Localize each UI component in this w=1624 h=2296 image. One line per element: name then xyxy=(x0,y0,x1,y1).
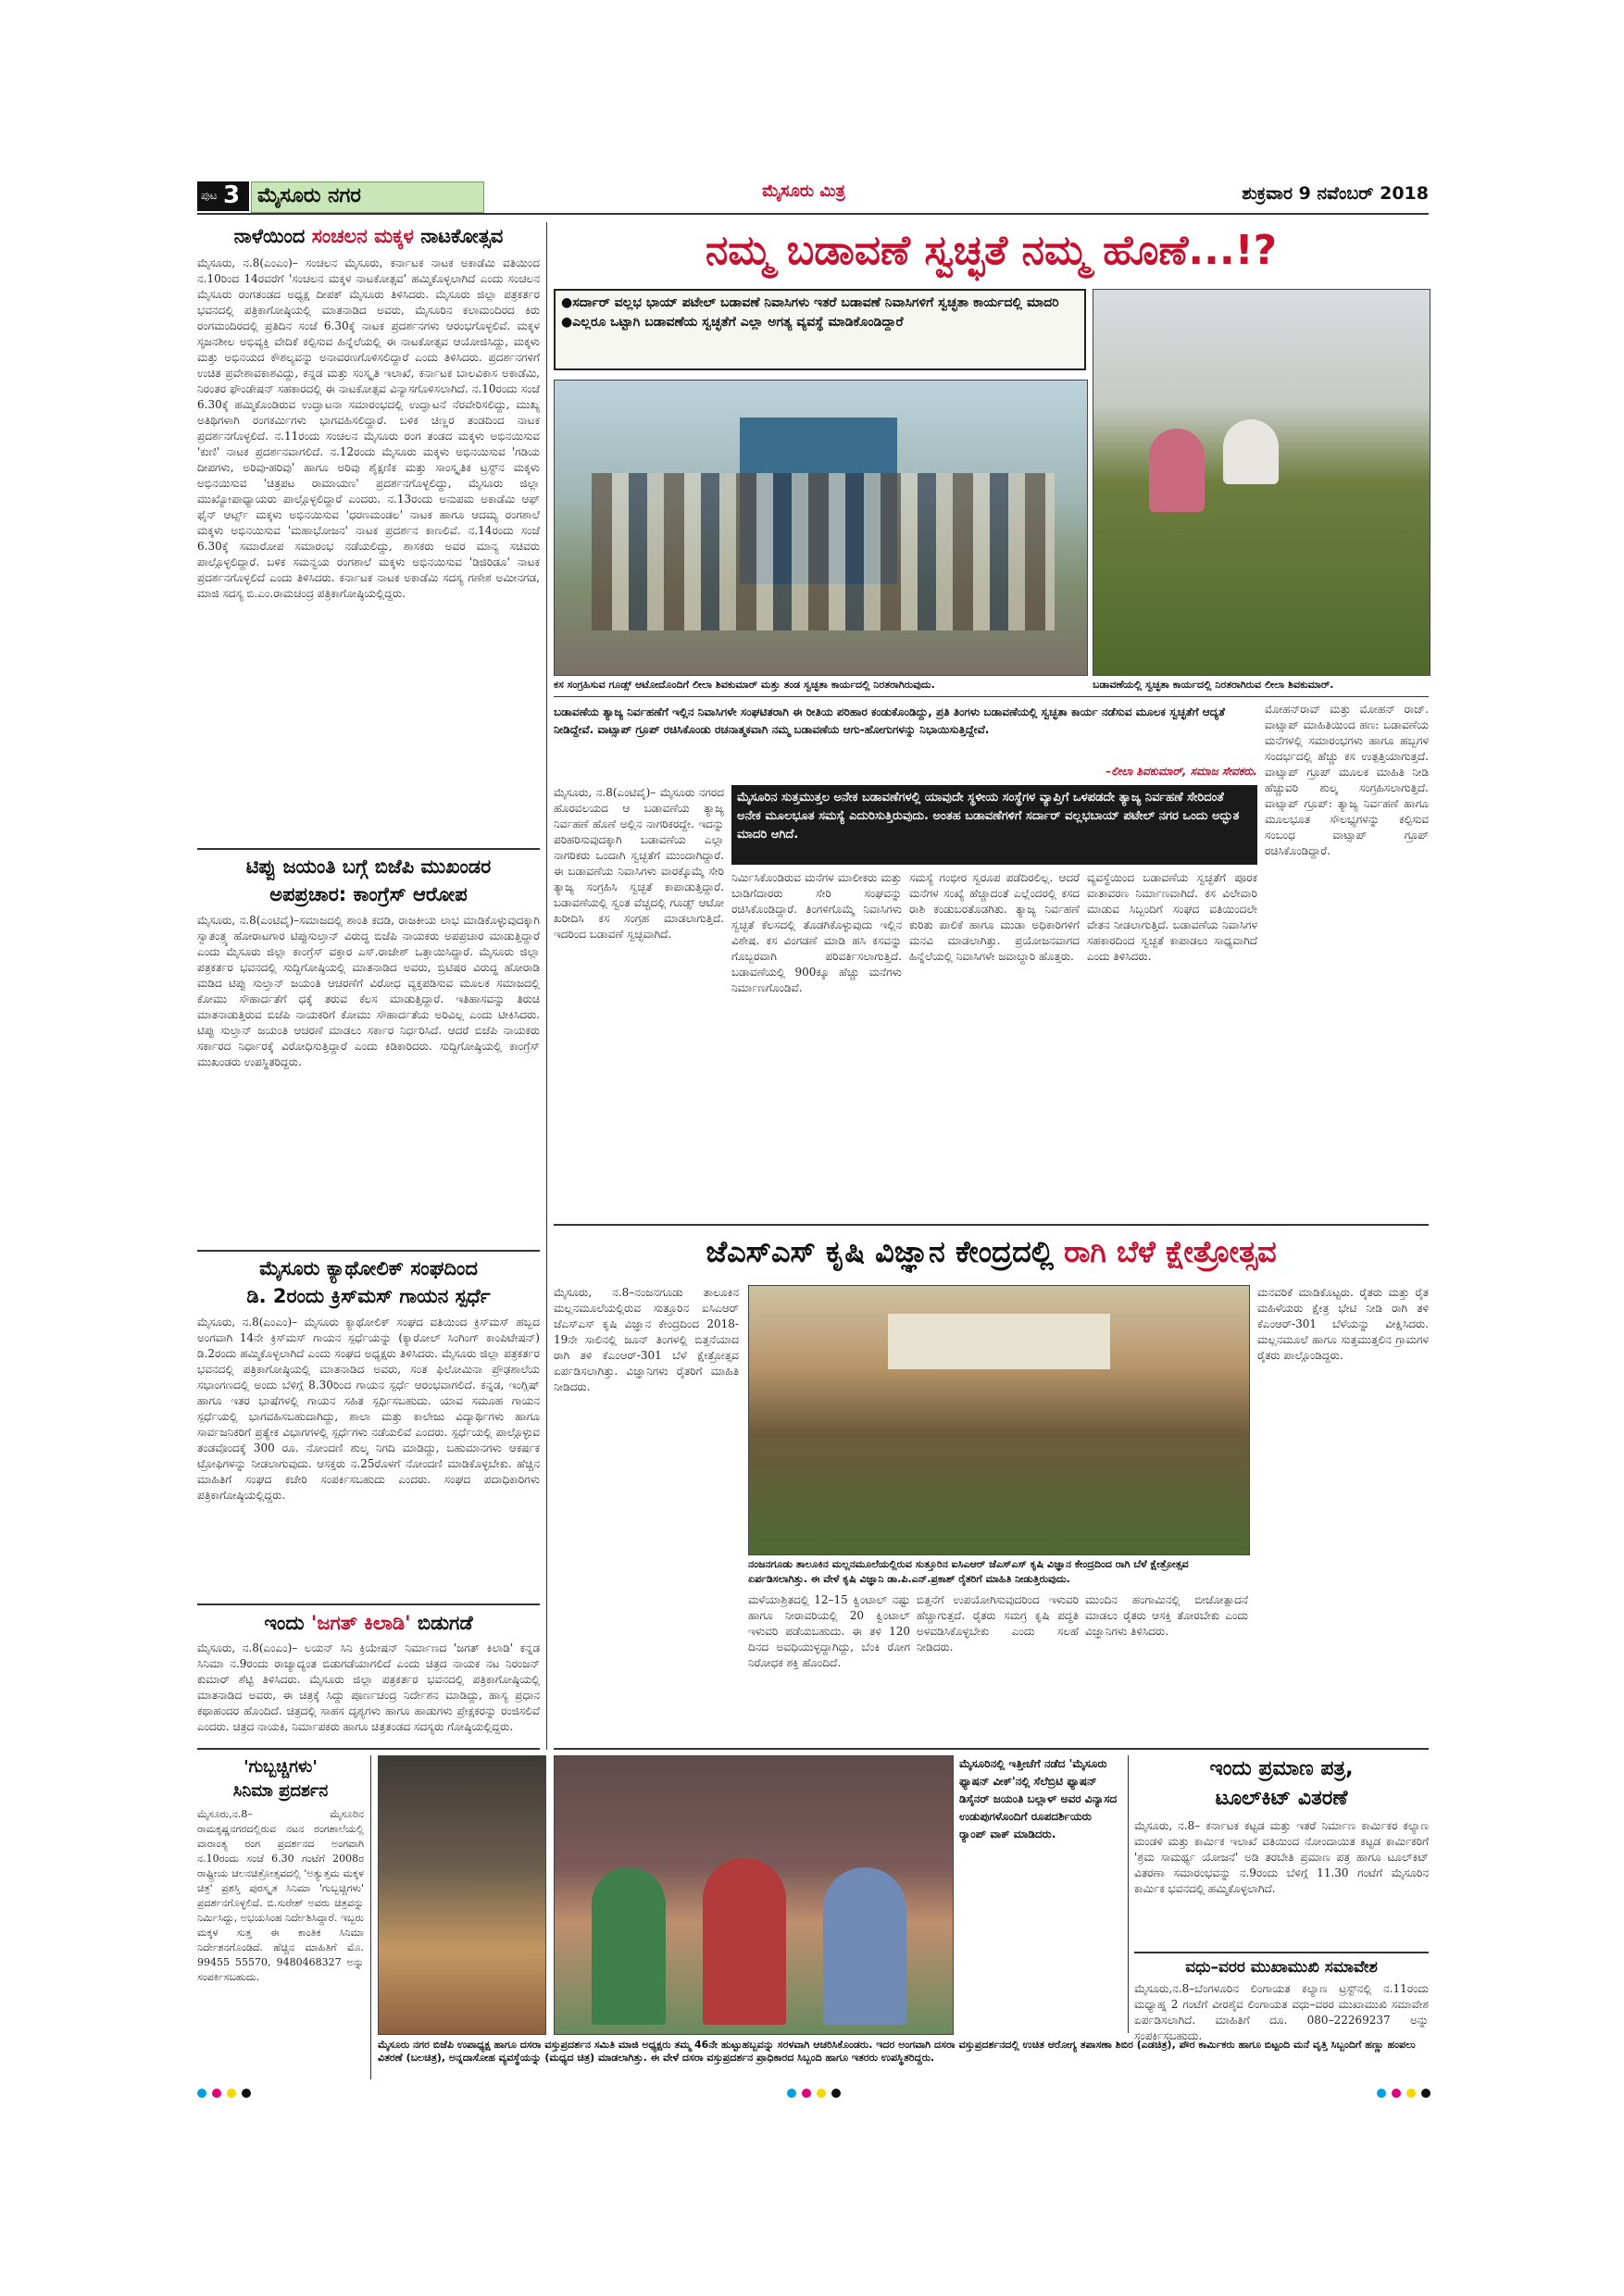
ragi-headline: ಜೆಎಸ್‌ಎಸ್ ಕೃಷಿ ವಿಜ್ಞಾನ ಕೇಂದ್ರದಲ್ಲಿ ರಾಗಿ ಬೆಳೆ ಕ್ಷೇತ್ರೋತ್ಸವ xyxy=(706,1234,1277,1269)
christmas-headline: ಮೈಸೂರು ಕ್ಯಾಥೋಲಿಕ್ ಸಂಘದಿಂದ xyxy=(259,1257,478,1279)
gubbachi-body: ಮೈಸೂರು,ನ.8– ಮೈಸೂರಿನ ರಾಮಕೃಷ್ಣನಗರದಲ್ಲಿರುವ ನಟನ ರಂಗಶಾಲೆಯಲ್ಲಿ ವಾರಾಂತ್ಯ ರಂಗ ಪ್ರದರ್ಶನದ ಅಂಗವಾಗಿ ನ.10ರಂದು ಸಂಜೆ 6.30 ಗಂಟೆಗೆ 2008ರ ರಾಷ್ಟ್ರೀಯ ಚಲನಚಿತ್ರೋತ್ಸವದಲ್ಲಿ 'ಅತ್ಯುತ್ತಮ ಮಕ್ಕಳ ಚಿತ್ರ' ಪ್ರಶಸ್ತಿ ಪುರಸ್ಕೃತ ಸಿನಿಮಾ 'ಗುಬ್ಬಚ್ಚಿಗಳು' ಪ್ರದರ್ಶನಗೊಳ್ಳಲಿದೆ. ಬಿ.ಸುರೇಶ್ ಅವರು ಚಿತ್ರವನ್ನು ನಿರ್ಮಿಸಿದ್ದು, ಅಭಯಸಿಂಹ ನಿರ್ದೇಶಿಸಿದ್ದಾರೆ. ಇಬ್ಬರು ಮಕ್ಕಳ ಸುತ್ತ ಈ ಕಾಂತಿಕ ಸಿನಿಮಾ ನಿರ್ದೇಶನಗೊಂಡಿದೆ. ಹೆಚ್ಚಿನ ಮಾಹಿತಿಗೆ ಮೊ. 99455 55570, 9480468327 ಅನ್ನು ಸಂಪರ್ಕಿಸಬಹುದು. xyxy=(197,1808,364,1983)
registration-dot-black xyxy=(1421,2089,1430,2098)
registration-dot-yellow xyxy=(1406,2089,1416,2098)
registration-dot-cyan xyxy=(787,2089,796,2098)
left-column xyxy=(197,222,540,1750)
ragi-field-photo xyxy=(748,1285,1250,1555)
cleanliness-caption-left: ಕಸ ಸಂಗ್ರಹಿಸುವ ಗೂಡ್ಸ್ ಆಟೋದೊಂದಿಗೆ ಲೀಲಾ ಶಿವಕುಮಾರ್ ಮತ್ತು ತಂಡ ಸ್ವಚ್ಛತಾ ಕಾರ್ಯದಲ್ಲಿ ನಿರತರಾಗಿರುವುದು. xyxy=(554,679,935,691)
issue-date: ಶುಕ್ರವಾರ 9 ನವೆಂಬರ್ 2018 xyxy=(1242,183,1429,204)
section-title-text: ಮೈಸೂರು ನಗರ xyxy=(257,184,361,207)
page-header xyxy=(197,181,1429,213)
cleanliness-col2: ನಿರ್ಮಿಸಿಕೊಂಡಿರುವ ಮನೆಗಳ ಮಾಲೀಕರು ಮತ್ತು ಬಾಡಿಗೆದಾರರು ಸೇರಿ ಸಂಘವನ್ನು ರಚಿಸಿಕೊಂಡಿದ್ದಾರೆ. ತಿಂಗಳಿಗೊಮ್ಮೆ ನಿವಾಸಿಗಳು ಸ್ವಚ್ಛತೆ ಕೆಲಸದಲ್ಲಿ ತೊಡಗಿಕೊಳ್ಳುವುದು ಇಲ್ಲಿನ ವಿಶೇಷ. ಕಸ ವಿಂಗಡಣೆ ಮಾಡಿ ಹಸಿ ಕಸವನ್ನು ಗೊಬ್ಬರವಾಗಿ ಪರಿವರ್ತಿಸಲಾಗುತ್ತಿದೆ. ಬಡಾವಣೆಯಲ್ಲಿ 900ಕ್ಕೂ ಹೆಚ್ಚು ಮನೆಗಳು ನಿರ್ಮಾಣಗೊಂಡಿವೆ. xyxy=(731,871,902,994)
fashion-caption: ಮೈಸೂರಿನಲ್ಲಿ ಇತ್ತೀಚೆಗೆ ನಡೆದ 'ಮೈಸೂರು ಫ್ಯಾಷನ್ ವೀಕ್'ನಲ್ಲಿ ಸೆಲೆಬ್ರಿಟಿ ಫ್ಯಾಷನ್ ಡಿಸೈನರ್ ಜಯಂತಿ ಬಲ್ಲಾಳ್ ಅವರ ವಿನ್ಯಾಸದ ಉಡುಪುಗಳೊಂದಿಗೆ ರೂಪದರ್ಶಿಯರು ರ‍್ಯಾಂಪ್ ವಾಕ್ ಮಾಡಿದರು. xyxy=(959,1757,1118,1841)
page-number-box xyxy=(197,181,249,211)
cleanliness-headline: ನಮ್ಮ ಬಡಾವಣೆ ಸ್ವಚ್ಛತೆ ನಮ್ಮ ಹೊಣೆ...!? xyxy=(705,227,1278,274)
masthead: ಮೈಸೂರು ಮಿತ್ರ xyxy=(762,181,845,201)
cleanliness-highlight: ●ಸರ್ದಾರ್ ವಲ್ಲಭ ಭಾಯ್ ಪಟೇಲ್ ಬಡಾವಣೆ ನಿವಾಸಿಗಳು ಇತರೆ ಬಡಾವಣೆ ನಿವಾಸಿಗಳಿಗೆ ಸ್ವಚ್ಛತಾ ಕಾರ್ಯದಲ್ಲಿ ಮಾದರಿ ●ಎಲ್ಲರೂ ಒಟ್ಟಾಗಿ ಬಡಾವಣೆಯ ಸ್ವಚ್ಛತೆಗೆ ಎಲ್ಲಾ ಅಗತ್ಯ ವ್ಯವಸ್ಥೆ ಮಾಡಿಕೊಂಡಿದ್ದಾರೆ xyxy=(554,289,1086,370)
vadhu-headline: ವಧು–ವರರ ಮುಖಾಮುಖಿ ಸಮಾವೇಶ xyxy=(1185,1958,1378,1977)
cleanliness-col1: ಮೈಸೂರು, ನ.8(ಎಂಟಿವೈ)– ಮೈಸೂರು ನಗರದ ಹೊರವಲಯದ ಆ ಬಡಾವಣೆಯ ತ್ಯಾಜ್ಯ ನಿರ್ವಹಣೆ ಹೊಣೆ ಅಲ್ಲಿನ ನಾಗರಿಕರದ್ದೇ. ಇದನ್ನು ಪರಿಹರಿಸುವುದಕ್ಕಾಗಿ ಬಡಾವಣೆಯ ಎಲ್ಲಾ ನಾಗರಿಕರು ಒಂದಾಗಿ ಸ್ವಚ್ಛತೆಗೆ ಮುಂದಾಗಿದ್ದಾರೆ. ಈ ಬಡಾವಣೆಯ ನಿವಾಸಿಗಳು ವಾರಕ್ಕೊಮ್ಮೆ ಸೇರಿ ತ್ಯಾಜ್ಯ ಸಂಗ್ರಹಿಸಿ ಸ್ವಚ್ಛತೆ ಕಾಪಾಡುತ್ತಿದ್ದಾರೆ. ಬಡಾವಣೆಯಲ್ಲಿ ಸ್ವಂತ ವೆಚ್ಚದಲ್ಲಿ ಗೂಡ್ಸ್ ಆಟೋ ಖರೀದಿಸಿ ಕಸ ಸಂಗ್ರಹ ಮಾಡಲಾಗುತ್ತಿದೆ. ಇದರಿಂದ ಬಡಾವಣೆ ಸ್ವಚ್ಛವಾಗಿದೆ. xyxy=(554,786,724,941)
cleanliness-lead: ಮೈಸೂರಿನ ಸುತ್ತಮುತ್ತಲ ಅನೇಕ ಬಡಾವಣೆಗಳಲ್ಲಿ ಯಾವುದೇ ಸ್ಥಳೀಯ ಸಂಸ್ಥೆಗಳ ವ್ಯಾಪ್ತಿಗೆ ಒಳಪಡದೇ ತ್ಯಾಜ್ಯ ನಿರ್ವಹಣೆ ಸೇರಿದಂತೆ ಅನೇಕ ಮೂಲಭೂತ ಸಮಸ್ಯೆ ಎದುರಿಸುತ್ತಿರುವುದು. ಅಂತಹ ಬಡಾವಣೆಗಳಿಗೆ ಸರ್ದಾರ್ ವಲ್ಲಭಬಾಯ್ ಪಟೇಲ್ ನಗರ ಒಂದು ಅದ್ಭುತ ಮಾದರಿ ಆಗಿದೆ. xyxy=(731,785,1257,865)
registration-dot-cyan xyxy=(197,2089,206,2098)
registration-dot-black xyxy=(831,2089,841,2098)
tipu-headline: ಟಿಪ್ಪು ಜಯಂತಿ ಬಗ್ಗೆ ಬಿಜೆಪಿ ಮುಖಂಡರ xyxy=(245,855,492,878)
bottom-photo-left xyxy=(378,1755,546,2035)
bottom-caption: ಮೈಸೂರು ನಗರ ಬಿಜೆಪಿ ಉಪಾಧ್ಯಕ್ಷ ಹಾಗೂ ದಸರಾ ವಸ್ತುಪ್ರದರ್ಶನ ಸಮಿತಿ ಮಾಜಿ ಅಧ್ಯಕ್ಷರು ತಮ್ಮ 46ನೇ ಹುಟ್ಟುಹಬ್ಬವನ್ನು ಸರಳವಾಗಿ ಆಚರಿಸಿಕೊಂಡರು. ಇದರ ಅಂಗವಾಗಿ ದಸರಾ ವಸ್ತುಪ್ರದರ್ಶನದಲ್ಲಿ ಉಚಿತ ಆರೋಗ್ಯ ತಪಾಸಣಾ ಶಿಬಿರ (ಎಡಚಿತ್ರ), ಪೌರ ಕಾರ್ಮಿಕರು ಹಾಗೂ ಬಿಟ್ಟಂದಿ ಮನೆ ವೃತ್ತಿ ಸಿಬ್ಬಂದಿಗೆ ಹಣ್ಣು ಹಂಪಲು ವಿತರಣೆ (ಬಲಚಿತ್ರ), ಅನ್ನದಾಸೋಹ ವ್ಯವಸ್ಥೆಯನ್ನು (ಮಧ್ಯದ ಚಿತ್ರ) ಮಾಡಲಾಗಿತ್ತು. ಈ ವೇಳೆ ದಸರಾ ವಸ್ತುಪ್ರದರ್ಶನ ಪ್ರಾಧಿಕಾರದ ಸಿಬ್ಬಂದಿ ಹಾಗೂ ಇತರರು ಉಪಸ್ಥಿತರಿದ್ದರು. xyxy=(378,2039,1416,2064)
vadhu-body: ಮೈಸೂರು,ನ.8–ಬೆಂಗಳೂರಿನ ಲಿಂಗಾಯತ ಕಲ್ಯಾಣ ಟ್ರಸ್ಟ್‌ನಲ್ಲಿ ನ.11ರಂದು ಮಧ್ಯಾಹ್ನ 2 ಗಂಟೆಗೆ ವೀರಶೈವ ಲಿಂಗಾಯತ ವಧು–ವರರ ಮುಖಾಮುಖಿ ಸಮಾವೇಶ ಏರ್ಪಡಿಸಲಾಗಿದೆ. ಮಾಹಿತಿಗೆ ದೂ. 080–22269237 ಅನ್ನು ಸಂಪರ್ಕಿಸಬಹುದು. xyxy=(1134,1982,1429,2042)
cleanliness-col5: ಮೋಹನ್‌ರಾವ್ ಮತ್ತು ಮೋಹನ್ ರಾಜ್. ವಾಟ್ಸಾಪ್ ಮಾಹಿತಿಯಿಂದ ಹಣ: ಬಡಾವಣೆಯ ಮನೆಗಳಲ್ಲಿ ಸಮಾರಂಭಗಳು ಹಾಗೂ ಹಬ್ಬಗಳ ಸಂದರ್ಭದಲ್ಲಿ ಹೆಚ್ಚು ಕಸ ಉತ್ಪತ್ತಿಯಾಗುತ್ತದೆ. ವಾಟ್ಸಾಪ್ ಗ್ರೂಪ್ ಮೂಲಕ ಮಾಹಿತಿ ನೀಡಿ ಹೆಚ್ಚುವರಿ ಶುಲ್ಕ ಸಂಗ್ರಹಿಸಲಾಗುತ್ತಿದೆ. ವಾಟ್ಸಾಪ್ ಗ್ರೂಪ್: ತ್ಯಾಜ್ಯ ನಿರ್ವಹಣೆ ಹಾಗೂ ಮೂಲಭೂತ ಸೌಲಭ್ಯಗಳನ್ನು ಕಲ್ಪಿಸುವ ಸಂಬಂಧ ವಾಟ್ಸಾಪ್ ಗ್ರೂಪ್ ರಚಿಸಿಕೊಂಡಿದ್ದಾರೆ. xyxy=(1265,703,1429,857)
ragi-col5: ಮನವರಿಕೆ ಮಾಡಿಕೊಟ್ಟರು. ರೈತರು ಮತ್ತು ರೈತ ಮಹಿಳೆಯರು ಕ್ಷೇತ್ರ ಭೇಟಿ ನೀಡಿ ರಾಗಿ ತಳಿ ಕೆಎಂಆರ್-301 ಬೆಳೆಯನ್ನು ವೀಕ್ಷಿಸಿದರು. ಮಲ್ಲನಮೂಲೆ ಹಾಗೂ ಸುತ್ತಮುತ್ತಲಿನ ಗ್ರಾಮಗಳ ರೈತರು ಪಾಲ್ಗೊಂಡಿದ್ದರು. xyxy=(1257,1286,1429,1362)
certificate-subhead: ಟೂಲ್‌ಕಿಟ್ ವಿತರಣೆ xyxy=(1215,1787,1348,1810)
cleanliness-quote-by: –ಲೀಲಾ ಶಿವಕುಮಾರ್, ಸಮಾಜ ಸೇವಕರು. xyxy=(1106,765,1257,778)
ragi-col1: ಮೈಸೂರು, ನ.8–ನಂಜನಗೂಡು ತಾಲೂಕಿನ ಮಲ್ಲನಮೂಲೆಯಲ್ಲಿರುವ ಸುತ್ತೂರಿನ ಐಸಿಎಆರ್ ಜೆಎಸ್‌ಎಸ್ ಕೃಷಿ ವಿಜ್ಞಾನ ಕೇಂದ್ರದಿಂದ 2018-19ನೇ ಸಾಲಿನಲ್ಲಿ ಜೂನ್ ತಿಂಗಳಲ್ಲಿ ಬಿತ್ತನೆಯಾದ ರಾಗಿ ತಳಿ ಕೆಎಂಆರ್-301 ಬೆಳೆ ಕ್ಷೇತ್ರೋತ್ಸವ ಏರ್ಪಡಿಸಲಾಗಿತ್ತು. ವಿಜ್ಞಾನಿಗಳು ರೈತರಿಗೆ ಮಾಹಿತಿ ನೀಡಿದರು. xyxy=(554,1286,739,1393)
registration-dot-black xyxy=(242,2089,251,2098)
gubbachi-subhead: ಸಿನಿಮಾ ಪ್ರದರ್ಶನ xyxy=(232,1781,329,1801)
jagath-body: ಮೈಸೂರು, ನ.8(ಎಂಎಂ)– ಲಯನ್ ಸಿನಿ ಕ್ರಿಯೇಷನ್ ನಿರ್ಮಾಣದ 'ಜಗತ್ ಕಿಲಾಡಿ' ಕನ್ನಡ ಸಿನಿಮಾ ನ.9ರಂದು ರಾಜ್ಯಾದ್ಯಂತ ಬಿಡುಗಡೆಯಾಗಲಿದೆ ಎಂದು ಚಿತ್ರದ ನಾಯಕ ನಟ ನಿರಂಜನ್ ಕುಮಾರ್ ಶೆಟ್ಟಿ ತಿಳಿಸಿದರು. ಮೈಸೂರು ಜಿಲ್ಲಾ ಪತ್ರಕರ್ತರ ಭವನದಲ್ಲಿ ಪತ್ರಿಕಾಗೋಷ್ಠಿಯಲ್ಲಿ ಮಾತನಾಡಿದ ಅವರು, ಈ ಚಿತ್ರಕ್ಕೆ ಸಿದ್ದು ಪೂರ್ಣಚಂದ್ರ ನಿರ್ದೇಶನ ಮಾಡಿದ್ದು, ಹಾಸ್ಯ ಪ್ರಧಾನ ಕಥಾಹಂದರ ಹೊಂದಿದೆ. ಚಿತ್ರದಲ್ಲಿ ಸಾಹಸ ದೃಶ್ಯಗಳು ಹಾಗೂ ಹಾಡುಗಳು ಪ್ರೇಕ್ಷಕರನ್ನು ರಂಜಿಸಲಿವೆ ಎಂದರು. ಚಿತ್ರದ ನಾಯಕಿ, ನಿರ್ಮಾಪಕರು ಹಾಗೂ ಚಿತ್ರತಂಡದ ಸದಸ್ಯರು ಗೋಷ್ಠಿಯಲ್ಲಿದ್ದರು. xyxy=(197,1641,540,1733)
cleanliness-col3: ಸಮಸ್ಯೆ ಗಂಭೀರ ಸ್ವರೂಪ ಪಡೆದಿರಲಿಲ್ಲ. ಆದರೆ ಮನೆಗಳ ಸಂಖ್ಯೆ ಹೆಚ್ಚಾದಂತೆ ಎಲ್ಲೆಂದರಲ್ಲಿ ಕಸದ ರಾಶಿ ಕಂಡುಬರತೊಡಗಿತು. ತ್ಯಾಜ್ಯ ನಿರ್ವಹಣೆ ಕುರಿತು ಪಾಲಿಕೆ ಹಾಗೂ ಮುಡಾ ಅಧಿಕಾರಿಗಳಿಗೆ ಮನವಿ ಮಾಡಲಾಗಿತ್ತು. ಪ್ರಯೋಜನವಾಗದ ಹಿನ್ನೆಲೆಯಲ್ಲಿ ನಿವಾಸಿಗಳೇ ಜವಾಬ್ದಾರಿ ಹೊತ್ತರು. xyxy=(909,871,1080,963)
registration-dot-magenta xyxy=(1392,2089,1401,2098)
registration-dot-cyan xyxy=(1377,2089,1386,2098)
cleanliness-col4: ವ್ಯವಸ್ಥೆಯಿಂದ ಬಡಾವಣೆಯ ಸ್ವಚ್ಛತೆಗೆ ಪೂರಕ ವಾತಾವರಣ ನಿರ್ಮಾಣವಾಗಿದೆ. ಕಸ ವಿಲೇವಾರಿ ಮಾಡುವ ಸಿಬ್ಬಂದಿಗೆ ಸಂಘದ ವತಿಯಿಂದಲೇ ವೇತನ ನೀಡಲಾಗುತ್ತಿದೆ. ಬಡಾವಣೆಯ ನಿವಾಸಿಗಳ ಸಹಕಾರದಿಂದ ಸ್ವಚ್ಛತೆ ಕಾಪಾಡಲು ಸಾಧ್ಯವಾಗಿದೆ ಎಂದು ತಿಳಿಸಿದರು. xyxy=(1087,871,1257,963)
fashion-show-photo xyxy=(554,1755,954,2035)
tipu-subhead: ಅಪಪ್ರಚಾರ: ಕಾಂಗ್ರೆಸ್ ಆರೋಪ xyxy=(269,883,468,905)
theatre-headline: ನಾಳೆಯಿಂದ ಸಂಚಲನ ಮಕ್ಕಳ ನಾಟಕೋತ್ಸವ xyxy=(233,225,504,247)
section-title xyxy=(251,181,484,213)
certificate-headline: ಇಂದು ಪ್ರಮಾಣ ಪತ್ರ, xyxy=(1209,1757,1354,1780)
registration-dot-magenta xyxy=(212,2089,221,2098)
ragi-col2: ಮಳೆಯಾಶ್ರಿತದಲ್ಲಿ 12–15 ಕ್ವಿಂಟಾಲ್ ನಷ್ಟು ಹಾಗೂ ನೀರಾವರಿಯಲ್ಲಿ 20 ಕ್ವಿಂಟಾಲ್ ಇಳುವರಿ ಪಡೆಯಬಹುದು. ಈ ತಳಿ 120 ದಿನದ ಅವಧಿಯುಳ್ಳದ್ದಾಗಿದ್ದು, ಬೆಂಕಿ ರೋಗ ನಿರೋಧಕ ಶಕ್ತಿ ಹೊಂದಿದೆ. xyxy=(748,1593,910,1669)
cleanliness-team-photo xyxy=(554,380,1088,676)
jagath-headline: ಇಂದು 'ಜಗತ್ ಕಿಲಾಡಿ' ಬಿಡುಗಡೆ xyxy=(264,1612,473,1634)
cleanliness-caption-right: ಬಡಾವಣೆಯಲ್ಲಿ ಸ್ವಚ್ಛತಾ ಕಾರ್ಯದಲ್ಲಿ ನಿರತರಾಗಿರುವ ಲೀಲಾ ಶಿವಕುಮಾರ್. xyxy=(1093,679,1334,691)
registration-dot-yellow xyxy=(817,2089,826,2098)
cleanliness-weeding-photo xyxy=(1093,289,1430,676)
page-label: ಪುಟ xyxy=(201,189,218,202)
cleanliness-quote xyxy=(554,702,1257,763)
cleanliness-quote-text: ಬಡಾವಣೆಯ ತ್ಯಾಜ್ಯ ನಿರ್ವಹಣೆಗೆ ಇಲ್ಲಿನ ನಿವಾಸಿಗಳೇ ಸಂಘಟಿತರಾಗಿ ಈ ರೀತಿಯ ಪರಿಹಾರ ಕಂಡುಕೊಂಡಿದ್ದು, ಪ್ರತಿ ತಿಂಗಳು ಬಡಾವಣೆಯಲ್ಲಿ ಸ್ವಚ್ಛತಾ ಕಾರ್ಯ ನಡೆಸುವ ಮೂಲಕ ಸ್ವಚ್ಛತೆಗೆ ಆದ್ಯತೆ ನೀಡಿದ್ದೇವೆ. ವಾಟ್ಸಾಪ್ ಗ್ರೂಪ್ ರಚಿಸಿಕೊಂಡು ರಚನಾತ್ಮಕವಾಗಿ ನಮ್ಮ ಬಡಾವಣೆಯ ಆಗು-ಹೋಗುಗಳನ್ನು ನಿಭಾಯಿಸುತ್ತಿದ್ದೇವೆ. xyxy=(554,705,1225,736)
registration-dot-yellow xyxy=(227,2089,236,2098)
christmas-subhead: ಡಿ. 2ರಂದು ಕ್ರಿಸ್‌ಮಸ್ ಗಾಯನ ಸ್ಪರ್ಧೆ xyxy=(246,1285,491,1307)
ragi-col3: ಬಿತ್ತನೆಗೆ ಉಪಯೋಗಿಸುವುದರಿಂದ ಇಳುವರಿ ಹೆಚ್ಚಾಗುತ್ತದೆ. ರೈತರು ಸಮಗ್ರ ಕೃಷಿ ಪದ್ಧತಿ ಅಳವಡಿಸಿಕೊಳ್ಳಬೇಕು ಎಂದು ಸಲಹೆ ನೀಡಿದರು. xyxy=(917,1593,1079,1653)
ragi-caption: ನಂಜನಗೂಡು ತಾಲೂಕಿನ ಮಲ್ಲನಮೂಲೆಯಲ್ಲಿರುವ ಸುತ್ತೂರಿನ ಐಸಿಎಆರ್ ಜೆಎಸ್‌ಎಸ್ ಕೃಷಿ ವಿಜ್ಞಾನ ಕೇಂದ್ರದಿಂದ ರಾಗಿ ಬೆಳೆ ಕ್ಷೇತ್ರೋತ್ಸವ ಏರ್ಪಡಿಸಲಾಗಿತ್ತು. ಈ ವೇಳೆ ಕೃಷಿ ವಿಜ್ಞಾನಿ ಡಾ.ಪಿ.ಎನ್.ಪ್ರಕಾಶ್ ರೈತರಿಗೆ ಮಾಹಿತಿ ನೀಡುತ್ತಿರುವುದು. xyxy=(748,1558,1189,1585)
ragi-col4: ಮುಂದಿನ ಹಂಗಾಮಿನಲ್ಲಿ ಬೀಜೋತ್ಪಾದನೆ ಮಾಡಲು ರೈತರು ಆಸಕ್ತಿ ತೋರಬೇಕು ಎಂದು ವಿಜ್ಞಾನಿಗಳು ತಿಳಿಸಿದರು. xyxy=(1085,1593,1248,1638)
tipu-body: ಮೈಸೂರು, ನ.8(ಎಂಟಿವೈ)–ಸಮಾಜದಲ್ಲಿ ಶಾಂತಿ ಕದಡಿ, ರಾಜಕೀಯ ಲಾಭ ಮಾಡಿಕೊಳ್ಳುವುದಕ್ಕಾಗಿ ಸ್ವಾತಂತ್ರ್ಯ ಹೋರಾಟಗಾರ ಟಿಪ್ಪುಸುಲ್ತಾನ್ ವಿರುದ್ಧ ಬಿಜೆಪಿ ನಾಯಕರು ಅಪಪ್ರಚಾರ ಮಾಡುತ್ತಿದ್ದಾರೆ ಎಂದು ಮೈಸೂರು ಜಿಲ್ಲಾ ಕಾಂಗ್ರೆಸ್ ವಕ್ತಾರ ಎಸ್.ರಾಜೇಶ್ ಒತ್ತಾಯಿಸಿದ್ದಾರೆ. ಮೈಸೂರು ಜಿಲ್ಲಾ ಪತ್ರಕರ್ತರ ಭವನದಲ್ಲಿ ಸುದ್ದಿಗೋಷ್ಠಿಯಲ್ಲಿ ಮಾತನಾಡಿದ ಅವರು, ಬ್ರಿಟಿಷರ ವಿರುದ್ಧ ಹೋರಾಡಿ ಮಡಿದ ಟಿಪ್ಪು ಸುಲ್ತಾನ್ ಜಯಂತಿ ಆಚರಣೆಗೆ ವಿರೋಧ ವ್ಯಕ್ತಪಡಿಸುವ ಮೂಲಕ ಸಮಾಜದಲ್ಲಿ ಕೋಮು ಸೌಹಾರ್ದತೆಗೆ ಧಕ್ಕೆ ತರುವ ಕೆಲಸ ಮಾಡುತ್ತಿದ್ದಾರೆ. ಇತಿಹಾಸವನ್ನು ತಿರುಚಿ ಮಾತನಾಡುತ್ತಿರುವ ಬಿಜೆಪಿ ನಾಯಕರಿಗೆ ಕೋಮು ಸೌಹಾರ್ದತೆಯ ಅರಿವಿಲ್ಲ ಎಂದು ಟೀಕಿಸಿದರು. ಟಿಪ್ಪು ಸುಲ್ತಾನ್ ಜಯಂತಿ ಆಚರಣೆ ಮಾಡಲು ಸರ್ಕಾರ ನಿರ್ಧರಿಸಿದೆ. ಆದರೆ ಬಿಜೆಪಿ ನಾಯಕರು ಸರ್ಕಾರದ ನಿರ್ಧಾರಕ್ಕೆ ವಿರೋಧಿಸುತ್ತಿದ್ದಾರೆ ಎಂದು ಕಿಡಿಕಾರಿದರು. ಸುದ್ದಿಗೋಷ್ಠಿಯಲ್ಲಿ ಕಾಂಗ್ರೆಸ್ ಮುಖಂಡರು ಉಪಸ್ಥಿತರಿದ್ದರು. xyxy=(197,914,540,1068)
christmas-body: ಮೈಸೂರು, ನ.8(ಎಂಎಂ)– ಮೈಸೂರು ಕ್ಯಾಥೋಲಿಕ್ ಸಂಘದ ವತಿಯಿಂದ ಕ್ರಿಸ್‌ಮಸ್ ಹಬ್ಬದ ಅಂಗವಾಗಿ 14ನೇ ಕ್ರಿಸ್‌ಮಸ್ ಗಾಯನ ಸ್ಪರ್ಧೆಯನ್ನು (ಕ್ಯಾರೋಲ್ ಸಿಂಗಿಂಗ್ ಕಾಂಪಿಟೇಷನ್) ಡಿ.2ರಂದು ಹಮ್ಮಿಕೊಳ್ಳಲಾಗಿದೆ ಎಂದು ಸಂಘದ ಅಧ್ಯಕ್ಷರು ತಿಳಿಸಿದರು. ಮೈಸೂರು ಜಿಲ್ಲಾ ಪತ್ರಕರ್ತರ ಭವನದಲ್ಲಿ ಪತ್ರಿಕಾಗೋಷ್ಠಿಯಲ್ಲಿ ಮಾತನಾಡಿದ ಅವರು, ಸಂತ ಫಿಲೋಮಿನಾ ಪ್ರೌಢಶಾಲೆಯ ಸಭಾಂಗಣದಲ್ಲಿ ಅಂದು ಬೆಳಿಗ್ಗೆ 8.30ರಿಂದ ಗಾಯನ ಸ್ಪರ್ಧೆ ಆರಂಭವಾಗಲಿದೆ. ಕನ್ನಡ, ಇಂಗ್ಲಿಷ್ ಹಾಗೂ ಇತರ ಭಾಷೆಗಳಲ್ಲಿ ಗಾಯನ ಸಹಿತ ಸ್ಪರ್ಧಿಸಬಹುದು. ಯಾವ ಸಮೂಹ ಗಾಯನ ಸ್ಪರ್ಧೆಯಲ್ಲಿ ಭಾಗವಹಿಸಬಹುದಾಗಿದ್ದು, ಶಾಲಾ ಮತ್ತು ಕಾಲೇಜು ವಿದ್ಯಾರ್ಥಿಗಳು ಹಾಗೂ ಸಾರ್ವಜನಿಕರಿಗೆ ಪ್ರತ್ಯೇಕ ವಿಭಾಗಗಳಲ್ಲಿ ಸ್ಪರ್ಧೆಗಳು ನಡೆಯಲಿವೆ ಎಂದರು. ಸ್ಪರ್ಧೆಯಲ್ಲಿ ಪಾಲ್ಗೊಳ್ಳುವ ತಂಡವೊಂದಕ್ಕೆ 300 ರೂ. ನೋಂದಣಿ ಶುಲ್ಕ ನಿಗದಿ ಮಾಡಿದ್ದು, ಬಹುಮಾನಗಳು ಆಕರ್ಷಕ ಟ್ರೋಫಿಗಳನ್ನು ನೀಡಲಾಗುವುದು. ಆಸಕ್ತರು ನ.25ರೊಳಗೆ ನೋಂದಣಿ ಮಾಡಿಕೊಳ್ಳಬೇಕು. ಹೆಚ್ಚಿನ ಮಾಹಿತಿಗೆ ಸಂಘದ ಕಚೇರಿ ಸಂಪರ್ಕಿಸಬಹುದು ಎಂದರು. ಸಂಘದ ಪದಾಧಿಕಾರಿಗಳು ಪತ್ರಿಕಾಗೋಷ್ಠಿಯಲ್ಲಿದ್ದರು. xyxy=(197,1316,540,1502)
gubbachi-headline: 'ಗುಬ್ಬಚ್ಚಿಗಳು' xyxy=(244,1757,318,1777)
certificate-body: ಮೈಸೂರು, ನ.8– ಕರ್ನಾಟಕ ಕಟ್ಟಡ ಮತ್ತು ಇತರೆ ನಿರ್ಮಾಣ ಕಾರ್ಮಿಕರ ಕಲ್ಯಾಣ ಮಂಡಳಿ ಮತ್ತು ಕಾರ್ಮಿಕ ಇಲಾಖೆ ವತಿಯಿಂದ ನೋಂದಾಯಿತ ಕಟ್ಟಡ ಕಾರ್ಮಿಕರಿಗೆ 'ಶ್ರಮ ಸಾಮರ್ಥ್ಯ ಯೋಜನೆ' ಅಡಿ ತರಬೇತಿ ಪ್ರಮಾಣ ಪತ್ರ ಹಾಗೂ ಟೂಲ್‌ಕಿಟ್ ವಿತರಣಾ ಸಮಾರಂಭವನ್ನು ನ.9ರಂದು ಬೆಳಿಗ್ಗೆ 11.30 ಗಂಟೆಗೆ ಮೈಸೂರಿನ ಕಾರ್ಮಿಕ ಭವನದಲ್ಲಿ ಹಮ್ಮಿಕೊಳ್ಳಲಾಗಿದೆ. xyxy=(1134,1819,1429,1895)
theatre-body: ಮೈಸೂರು, ನ.8(ಎಂಎಂ)– ಸಂಚಲನ ಮೈಸೂರು, ಕರ್ನಾಟಕ ನಾಟಕ ಅಕಾಡೆಮಿ ವತಿಯಿಂದ ನ.10ರಿಂದ 14ರವರೆಗೆ 'ಸಂಚಲನ ಮಕ್ಕಳ ನಾಟಕೋತ್ಸವ' ಹಮ್ಮಿಕೊಳ್ಳಲಾಗಿದೆ ಎಂದು ಸಂಚಲನ ಮೈಸೂರು ರಂಗತಂಡದ ಅಧ್ಯಕ್ಷ ದೀಪಕ್ ಮೈಸೂರು ತಿಳಿಸಿದರು. ಮೈಸೂರು ಜಿಲ್ಲಾ ಪತ್ರಕರ್ತರ ಭವನದಲ್ಲಿ ಪತ್ರಿಕಾಗೋಷ್ಠಿಯಲ್ಲಿ ಮಾತನಾಡಿದ ಅವರು, ಮೈಸೂರಿನ ಕಲಾಮಂದಿರದ ಕಿರು ರಂಗಮಂದಿರದಲ್ಲಿ ಪ್ರತಿದಿನ ಸಂಜೆ 6.30ಕ್ಕೆ ನಾಟಕ ಪ್ರದರ್ಶನಗಳು ಆರಂಭಗೊಳ್ಳಲಿವೆ. ಮಕ್ಕಳ ಸೃಜನಶೀಲ ಅಭಿವ್ಯಕ್ತಿ ವೇದಿಕೆ ಕಲ್ಪಿಸುವ ಹಿನ್ನೆಲೆಯಲ್ಲಿ ಈ ನಾಟಕೋತ್ಸವ ಆಯೋಜಿಸಿದ್ದು, ಮಕ್ಕಳು ಮತ್ತು ಅಭಿನಯದ ಕೌಶಲ್ಯವನ್ನು ಅನಾವರಣಗೊಳಿಸಲಿದ್ದಾರೆ ಎಂದು ತಿಳಿಸಿದರು. ಪ್ರದರ್ಶನಗಳಿಗೆ ಉಚಿತ ಪ್ರವೇಶಾವಕಾಶವಿದ್ದು, ಕನ್ನಡ ಮತ್ತು ಸಂಸ್ಕೃತಿ ಇಲಾಖೆ, ಕರ್ನಾಟಕ ಬಾಲವಿಕಾಸ ಅಕಾಡೆಮಿ, ನಿರಂತರ ಫೌಂಡೇಷನ್ ಸಹಕಾರದಲ್ಲಿ ಈ ನಾಟಕೋತ್ಸವ ವಿನ್ಯಾಸಗೊಳಿಸಲಾಗಿದೆ. ನ.10ರಂದು ಸಂಜೆ 6.30ಕ್ಕೆ ಹಮ್ಮಿಕೊಂಡಿರುವ ಉದ್ಘಾಟನಾ ಸಮಾರಂಭದಲ್ಲಿ ಉದ್ಘಾಟನೆ ನೆರವೇರಿಸಲಿದ್ದು, ಮುಖ್ಯ ಅತಿಥಿಗಳಾಗಿ ರಂಗಕರ್ಮಿಗಳು ಭಾಗವಹಿಸಲಿದ್ದಾರೆ. ಬಳಿಕ ಚಿಣ್ಣರ ತಂಡದಿಂದ ನಾಟಕ ಪ್ರದರ್ಶನಗೊಳ್ಳಲಿದೆ. ನ.11ರಂದು ಸಂಚಲನ ಮೈಸೂರು ರಂಗ ತಂಡದ ಮಕ್ಕಳು ಅಭಿನಯಿಸುವ 'ಕುಣಿ' ನಾಟಕ ಪ್ರದರ್ಶನವಾಗಲಿದೆ. ನ.12ರಂದು ಮೈಸೂರು ಮಕ್ಕಳು ಅಭಿನಯಿಸುವ 'ಗಡಿಯ ದೀಪಗಳು, ಅರಿವು-ಹರಿವು' ಹಾಗೂ ಅರಿವು ಶೈಕ್ಷಣಿಕ ಮತ್ತು ಸಾಂಸ್ಕೃತಿಕ ಟ್ರಸ್ಟ್‌ನ ಮಕ್ಕಳು ಅಭಿನಯಿಸುವ 'ಚಿತ್ರಪಟ ರಾಮಾಯಣ' ಪ್ರದರ್ಶನಗೊಳ್ಳಲಿದ್ದು, ಮೈಸೂರು ಜಿಲ್ಲಾ ಮುಖ್ಯೋಪಾಧ್ಯಾಯರು ಪಾಲ್ಗೊಳ್ಳಲಿದ್ದಾರೆ ಎಂದರು. ನ.13ರಂದು ಅನುಪಮ ಅಕಾಡೆಮಿ ಆಫ್ ಫೈನ್ ಆರ್ಟ್ಸ್ ಮಕ್ಕಳು ಅಭಿನಯಿಸುವ 'ಧರಣಮಂಡಲ' ನಾಟಕ ಹಾಗೂ ಆದಮ್ಯ ರಂಗಶಾಲೆ ಮಕ್ಕಳು ಅಭಿನಯಿಸುವ 'ಮಹಾಭೋಜನ' ನಾಟಕ ಪ್ರದರ್ಶನ ಕಾಣಲಿವೆ. ನ.14ರಂದು ಸಂಜೆ 6.30ಕ್ಕೆ ಸಮಾರೋಪ ಸಮಾರಂಭ ನಡೆಯಲಿದ್ದು, ಶಾಸಕರು ಅವರ ಮಾನ್ಯ ಸಚಿವರು ಪಾಲ್ಗೊಳ್ಳಲಿದ್ದಾರೆ. ಬಳಿಕ ಸಮನ್ವಯ ರಂಗಶಾಲೆ ಮಕ್ಕಳು ಅಭಿನಯಿಸುವ 'ಡಿಜಿರಿಡೂ' ನಾಟಕ ಪ್ರದರ್ಶನಗೊಳ್ಳಲಿದೆ ಎಂದು ತಿಳಿಸಿದರು. ಕರ್ನಾಟಕ ನಾಟಕ ಅಕಾಡೆಮಿ ಸದಸ್ಯ ಗಣೇಶ ಅಮೀನಗಡ, ಮಾಜಿ ಸದಸ್ಯ ಬಿ.ಎಂ.ರಾಮಚಂದ್ರ ಪತ್ರಿಕಾಗೋಷ್ಠಿಯಲ್ಲಿದ್ದರು. xyxy=(197,256,540,600)
page-number: 3 xyxy=(223,181,241,209)
registration-dot-magenta xyxy=(802,2089,811,2098)
